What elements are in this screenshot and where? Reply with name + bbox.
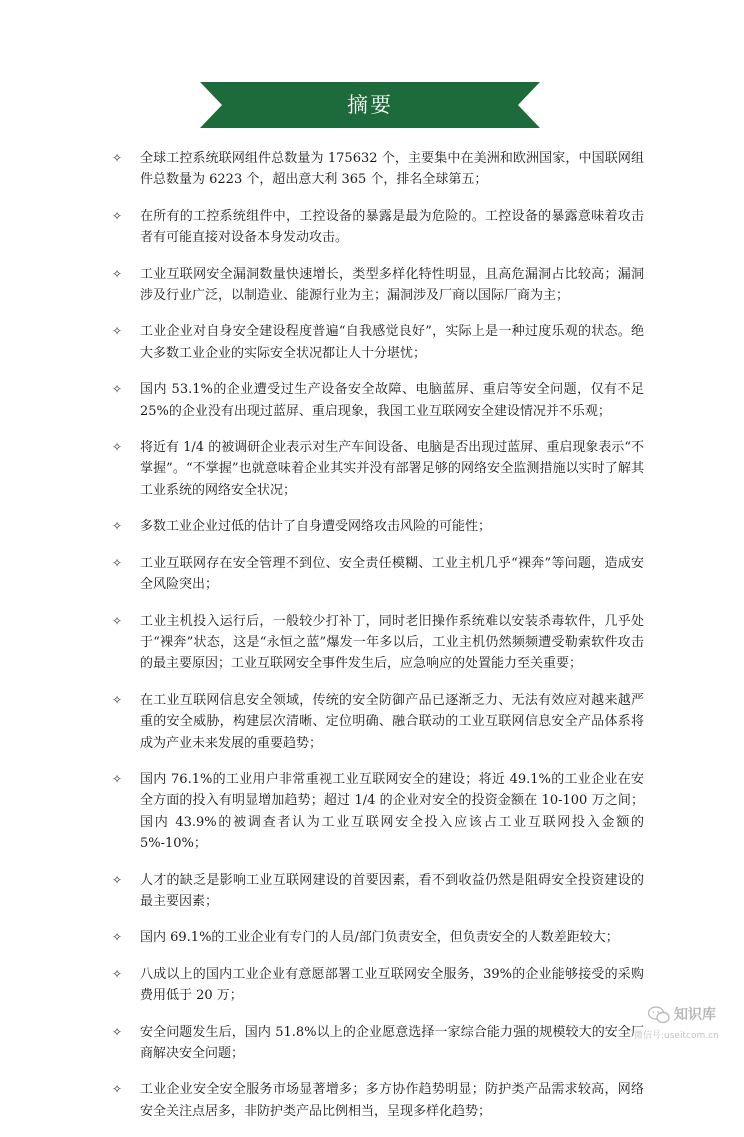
summary-bullet-text: 工业互联网存在安全管理不到位、安全责任模糊、工业主机几乎“裸奔”等问题，造成安全风险突出； [140, 555, 644, 593]
summary-bullet-text: 全球工控系统联网组件总数量为 175632 个，主要集中在美洲和欧洲国家，中国联网组件总数量为 6223 个，超出意大利 365 个，排名全球第五； [140, 151, 644, 188]
diamond-bullet-icon: ✧ [112, 692, 123, 707]
summary-bullet-item [112, 1079, 644, 1122]
diamond-bullet-icon: ✧ [112, 208, 123, 223]
diamond-bullet-icon: ✧ [112, 771, 123, 786]
watermark [634, 1004, 740, 1048]
diamond-bullet-icon: ✧ [112, 966, 123, 981]
diamond-bullet-icon: ✧ [112, 555, 123, 570]
summary-bullet-text: 工业企业对自身安全建设程度普遍“自我感觉良好”，实际上是一种过度乐观的状态。绝大多数工业企业的实际安全状况都让人十分堪忧； [140, 324, 644, 361]
summary-bullet-text: 在工业互联网信息安全领域，传统的安全防御产品已逐渐乏力、无法有效应对越来越严重的安全威胁，构建层次清晰、定位明确、融合联动的工业互联网信息安全产品体系将成为产业未来发展的重要趋势； [140, 692, 644, 751]
summary-bullet-text: 工业互联网安全漏洞数量快速增长，类型多样化特性明显，且高危漏洞占比较高；漏洞涉及行业广泛，以制造业、能源行业为主；漏洞涉及厂商以国际厂商为主； [140, 266, 644, 304]
summary-bullet-text: 在所有的工控系统组件中，工控设备的暴露是最为危险的。工控设备的暴露意味着攻击者有可能直接对设备本身发动攻击。 [140, 208, 644, 246]
summary-bullet-item [112, 769, 644, 855]
wechat-icon [648, 1006, 670, 1024]
watermark-wechat-id: 微信号:useitcom.cn [634, 1031, 719, 1041]
summary-bullet-item [112, 206, 644, 249]
diamond-bullet-icon: ✧ [112, 151, 123, 165]
summary-bullet-item [112, 1022, 644, 1065]
summary-bullet-text: 将近有 1/4 的被调研企业表示对生产车间设备、电脑是否出现过蓝屏、重启现象表示“不掌握”。“不掌握”也就意味着企业其实并没有部署足够的网络安全监测措施以实时了解其工业系统的网络安全状况； [140, 440, 644, 498]
summary-bullet-item [112, 927, 644, 948]
summary-bullet-text: 工业主机投入运行后，一般较少打补丁，同时老旧操作系统难以安装杀毒软件，几乎处于“裸奔”状态，这是“永恒之蓝”爆发一年多以后，工业主机仍然频频遭受勒索软件攻击的最主要原因；工业互联网安全事件发生后，应急响应的处置能力至关重要； [140, 613, 644, 672]
summary-bullet-text: 国内 69.1%的工业企业有专门的人员/部门负责安全，但负责安全的人数差距较大； [140, 930, 619, 946]
summary-bullet-item [112, 379, 644, 422]
diamond-bullet-icon: ✧ [112, 872, 123, 887]
diamond-bullet-icon: ✧ [112, 519, 123, 534]
summary-bullet-item [112, 553, 644, 596]
diamond-bullet-icon: ✧ [112, 1024, 123, 1039]
diamond-bullet-icon: ✧ [112, 382, 123, 397]
summary-bullet-item [112, 964, 644, 1007]
summary-bullet-item [112, 148, 644, 191]
summary-bullet-text: 工业企业安全安全服务市场显著增多；多方协作趋势明显；防护类产品需求较高，网络安全关注点居多，非防护类产品比例相当，呈现多样化趋势； [140, 1082, 644, 1119]
summary-bullet-text: 人才的缺乏是影响工业互联网建设的首要因素，看不到收益仍然是阻碍安全投资建设的最主要因素； [140, 872, 644, 909]
summary-bullet-item [112, 264, 644, 307]
summary-bullet-text: 国内 53.1%的企业遭受过生产设备安全故障、电脑蓝屏、重启等安全问题，仅有不足 25%的企业没有出现过蓝屏、重启现象，我国工业互联网安全建设情况并不乐观； [140, 382, 644, 419]
page-title: 摘要 [347, 93, 393, 117]
summary-bullet-item [112, 870, 644, 913]
summary-bullet-item [112, 690, 644, 754]
summary-bullet-text: 多数工业企业过低的估计了自身遭受网络攻击风险的可能性； [140, 519, 492, 535]
summary-bullet-item [112, 437, 644, 501]
summary-bullet-item [112, 611, 644, 675]
diamond-bullet-icon: ✧ [112, 440, 123, 455]
summary-bullet-item [112, 516, 644, 537]
summary-bullet-text: 八成以上的国内工业企业有意愿部署工业互联网安全服务，39%的企业能够接受的采购费用低于 20 万； [140, 966, 644, 1004]
diamond-bullet-icon: ✧ [112, 266, 123, 281]
diamond-bullet-icon: ✧ [112, 613, 123, 628]
diamond-bullet-icon: ✧ [112, 1082, 123, 1097]
summary-bullet-text: 国内 76.1%的工业用户非常重视工业互联网安全的建设；将近 49.1%的工业企业在安全方面的投入有明显增加趋势；超过 1/4 的企业对安全的投资金额在 10-100 万之间；国内 43.9%的被调查者认为工业互联网安全投入应该占工业互联网投入金额的 5%-10%； [140, 771, 644, 852]
diamond-bullet-icon: ✧ [112, 930, 123, 945]
diamond-bullet-icon: ✧ [112, 324, 123, 339]
watermark-brand: 知识库 [674, 1007, 716, 1023]
summary-bullet-item [112, 321, 644, 364]
summary-bullet-list [112, 148, 644, 1137]
title-banner [200, 82, 540, 128]
summary-bullet-text: 安全问题发生后，国内 51.8%以上的企业愿意选择一家综合能力强的规模较大的安全厂商解决安全问题； [140, 1024, 644, 1061]
